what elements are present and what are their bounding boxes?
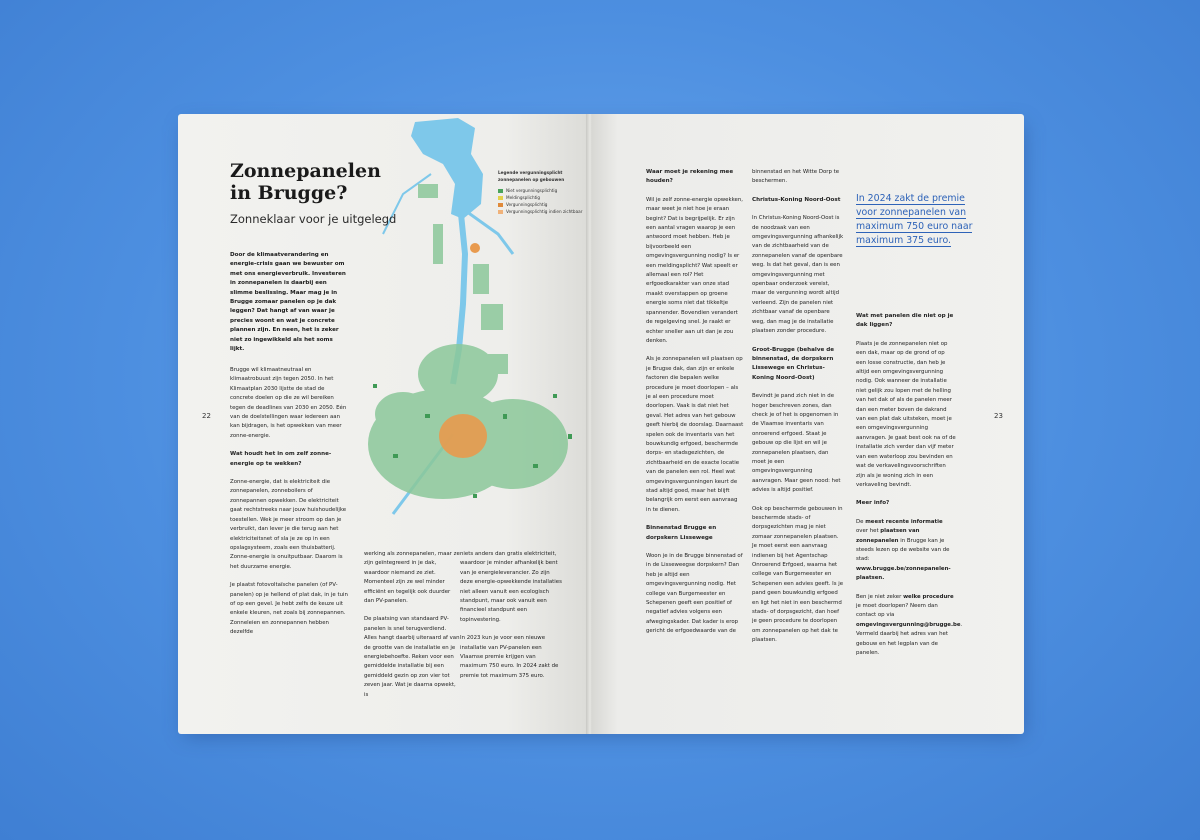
legend-label: Meldingsplichtig: [506, 195, 541, 200]
paragraph: Woon je in de Brugge binnenstad of in de Lisseweegse dorpskern? Dan heb je altijd een omgevingsvergunning nodig. Het college van Burgemeester en Schepenen geeft een positief of negatief advies volgens een afwegingskader. Dat kader is erop gericht de erfgoedwaarde van de: [646, 553, 743, 635]
paragraph: Ook op beschermde gebouwen in beschermde stads- of dorpsgezichten mag je niet zomaar zonnepanelen plaatsen. Je moet eerst een aanvraag indienen bij het Agentschap Onroerend Erfgoed, waarna het college van Burgemeester en Schepenen een advies geeft. Is je pand geen bouwkundig erfgoed en ligt het niet in een beschermd stads- of dorpsgezicht, dan hoef je geen procedure te doorlopen om zonnepanelen op het dak te plaatsen.: [752, 505, 844, 644]
link-text[interactable]: plaatsen van zonnepanelen: [856, 528, 920, 544]
legend-label: Niet vergunningsplichtig: [506, 188, 558, 193]
paragraph: Brugge wil klimaatneutraal en klimaatrobuust zijn tegen 2050. In het Klimaatplan 2030 lijstte de stad de concrete doelen op die ze wil bereiken tegen de deadlines van 2030 en 2050. Eén van de doelstellingen waar iedereen aan kan bijdragen, is het opwekken van meer zonne-energie.: [230, 367, 347, 439]
paragraph: In Christus-Koning Noord-Oost is de noodzaak van een omgevingsvergunning afhankelijk van de zichtbaarheid van de zonnepanelen vanaf de openbare weg. Is dat het geval, dan is een omgevingsvergunning met openbaar onderzoek vereist, maar de vergunning wordt altijd verleend. Zijn de panelen niet zichtbaar vanaf de openbare weg, dan mag je de installatie plaatsen zonder procedure.: [752, 215, 844, 335]
page-number-right: 23: [994, 412, 1003, 420]
paragraph: Wil je zelf zonne-energie opwekken, maar weet je niet hoe je eraan begint? Dat is begrijpelijk. Er zijn een aantal vragen waarop je een antwoord moet hebben. Heb je bijvoorbeeld een omgevingsvergunning nodig? Is er een meldingsplicht? Wat speelt er allemaal een rol? Het erfgoedkarakter van onze stad maakt overstappen op groene energie soms niet dat tikkeltje spannender. Bovendien verandert de regelgeving snel. Je raakt er echter sneller aan uit dan je zou denken.: [646, 196, 743, 344]
map-legend: [498, 169, 588, 215]
legend-item: [498, 201, 588, 208]
text: De: [856, 518, 866, 525]
text: Ben je niet zeker: [856, 593, 904, 600]
map-city-centre: [439, 414, 487, 458]
website-link[interactable]: www.brugge.be/zonnepanelen-plaatsen.: [856, 565, 951, 582]
paragraph: In 2023 kun je voor een nieuwe installatie van PV-panelen een Vlaamse premie krijgen van maximum 750 euro. In 2024 zakt de premie tot maximum 375 euro.: [460, 635, 559, 679]
legend-label: Vergunningsplichtig indien zichtbaar: [506, 209, 583, 214]
section-heading: Wat houdt het in om zelf zonne-energie op te wekken?: [230, 451, 332, 467]
left-column-3: [460, 550, 564, 690]
map-lissewege: [470, 243, 480, 253]
text: . Vermeld daarbij het adres van het gebouw en het legplan van de panelen.: [856, 621, 963, 656]
section-heading: Waar moet je rekening mee houden?: [646, 169, 734, 185]
right-page: [592, 114, 1024, 734]
left-column-1: [230, 366, 348, 647]
paragraph-contact: [856, 593, 963, 659]
legend-swatch: [498, 210, 503, 214]
paragraph: Zonne-energie, dat is elektriciteit die zonnepanelen, zonneboilers of zonnepannen opwekken. De elektriciteit gaat rechtstreeks naar jouw huishoudelijke toestellen. Wek je meer stroom op dan je verbruikt, dan lever je die terug aan het elektriciteitsnet of sla je ze op in een opslagsysteem, zoals een thuisbatterij. Zonne-energie is onuitputbaar. Daarom is het duurzame energie.: [230, 479, 347, 570]
link-text[interactable]: meest recente informatie: [865, 518, 943, 525]
link-text[interactable]: welke procedure: [903, 593, 954, 600]
paragraph: Je plaatst fotovoltaïsche panelen (of PV-panelen) op je hellend of plat dak, in je tuin of op een gevel. Je hebt zelfs de keuze uit enkele kleuren, net zoals bij zonnepannen. Zonneleien en zonnepannen hebben dezelfde: [230, 582, 348, 636]
right-column-2: [752, 168, 844, 655]
pull-quote-text: In 2024 zakt de premie voor zonnepanelen van maximum 750 euro naar maximum 375 euro.: [856, 193, 973, 246]
right-column-1: [646, 168, 744, 646]
section-heading: Christus-Koning Noord-Oost: [752, 196, 841, 203]
magazine-spread: [178, 114, 1024, 734]
map-harbor: [411, 118, 483, 219]
paragraph: binnenstad en het Witte Dorp te beschermen.: [752, 169, 840, 185]
legend-item: [498, 187, 588, 194]
page-number-left: 22: [202, 412, 211, 420]
section-heading: Meer info?: [856, 500, 890, 507]
article-subtitle: Zonneklaar voor je uitgelegd: [230, 212, 397, 226]
legend-item: [498, 194, 588, 201]
pull-quote: [856, 192, 978, 248]
legend-item: [498, 208, 588, 215]
article-title: Zonnepanelen in Brugge?: [230, 160, 381, 204]
section-heading: Binnenstad Brugge en dorpskern Lissewege: [646, 525, 717, 541]
paragraph: niets anders dan gratis elektriciteit, waardoor je minder afhankelijk bent van je energieleverancier. Zo zijn deze energie-opwekkende installaties niet alleen vanuit een ecologisch standpunt, maar ook vanuit een financieel standpunt een topinvestering.: [460, 551, 562, 623]
paragraph: Plaats je de zonnepanelen niet op een dak, maar op de grond of op een losse constructie, dan heb je altijd een omgevingsvergunning nodig. Ook wanneer de installatie niet gelijk zou lopen met de helling van het dak of als de panelen meer dan een meter boven de dakrand van een plat dak uitsteken, moet je een omgevingsvergunning aanvragen. Je gaat best ook na of de installatie zich verder dan vijf meter van een waterloop zou bevinden en wat de verkavelingsvoorschriften zijn als je woning zich in een verkaveling bevindt.: [856, 340, 956, 488]
legend-swatch: [498, 189, 503, 193]
text: in Brugge kan je steeds lezen op de website van de stad:: [856, 537, 950, 563]
legend-label: Vergunningsplichtig: [506, 202, 548, 207]
legend-title: Legende vergunningsplicht zonnepanelen op gebouwen: [498, 170, 565, 182]
article-intro: Door de klimaatverandering en energie-crisis gaan we bewuster om met ons energieverbruik. Investeren in zonnepanelen is daarbij een slimme beslissing. Maar mag je in Brugge zomaar panelen op je dak leggen? Dat hangt af van waar je precies woont en wat je concrete plannen zijn. En neen, het is zeker niet zo ingewikkeld als het soms lijkt.: [230, 252, 346, 353]
paragraph: Bevindt je pand zich niet in de hoger beschreven zones, dan check je of het is opgenomen in de Vlaamse inventaris van onroerend erfgoed. Staat je gebouw op die lijst en wil je zonnepanelen plaatsen, dan moet je een omgevingsvergunning aanvragen. Maar geen nood: het advies is altijd positief.: [752, 393, 841, 494]
section-heading: Groot-Brugge (behalve de binnenstad, de dorpskern Lissewege en Christus-Koning Noord-Oost): [752, 346, 834, 381]
legend-swatch: [498, 203, 503, 207]
paragraph-more-info: [856, 518, 956, 584]
legend-swatch: [498, 196, 503, 200]
section-heading: Wat met panelen die niet op je dak liggen?: [856, 313, 954, 329]
paragraph: Als je zonnepanelen wil plaatsen op je Brugse dak, dan zijn er enkele factoren die bepalen welke procedure je moet doorlopen – als je al een procedure moet doorlopen. Vaak is dat niet het geval. Het adres van het gebouw geeft hierbij de doorslag. Daarnaast spelen ook de inventaris van het bouwkundig erfgoed, beschermde dorps- en stadsgezichten, de zichtbaarheid en de exacte locatie van de panelen een rol. Heel wat omgevingsvergunningen keurt de stad altijd goed, maar het blijft belangrijk om eerst een aanvraag in te dienen.: [646, 356, 744, 513]
left-page: [178, 114, 588, 734]
paragraph: werking als zonnepanelen, maar ze zijn geïntegreerd in je dak, waardoor niemand ze ziet. Momenteel zijn ze wel minder efficiënt en tegelijk ook duurder dan PV-panelen.: [364, 551, 460, 605]
email-link[interactable]: omgevingsvergunning@brugge.be: [856, 621, 961, 628]
text: over het: [856, 528, 881, 535]
left-column-2: [364, 550, 460, 709]
right-column-3: [856, 312, 963, 667]
text: je moet doorlopen? Neem dan contact op via: [856, 602, 938, 619]
paragraph: De plaatsing van standaard PV-panelen is snel terugverdiend. Alles hangt daarbij uiteraard af van de grootte van de installatie en je energiebehoefte. Reken voor een gemiddelde installatie bij een gemiddeld gezin op zon vier tot zeven jaar. Wat je daarna opwekt, is: [364, 616, 460, 698]
